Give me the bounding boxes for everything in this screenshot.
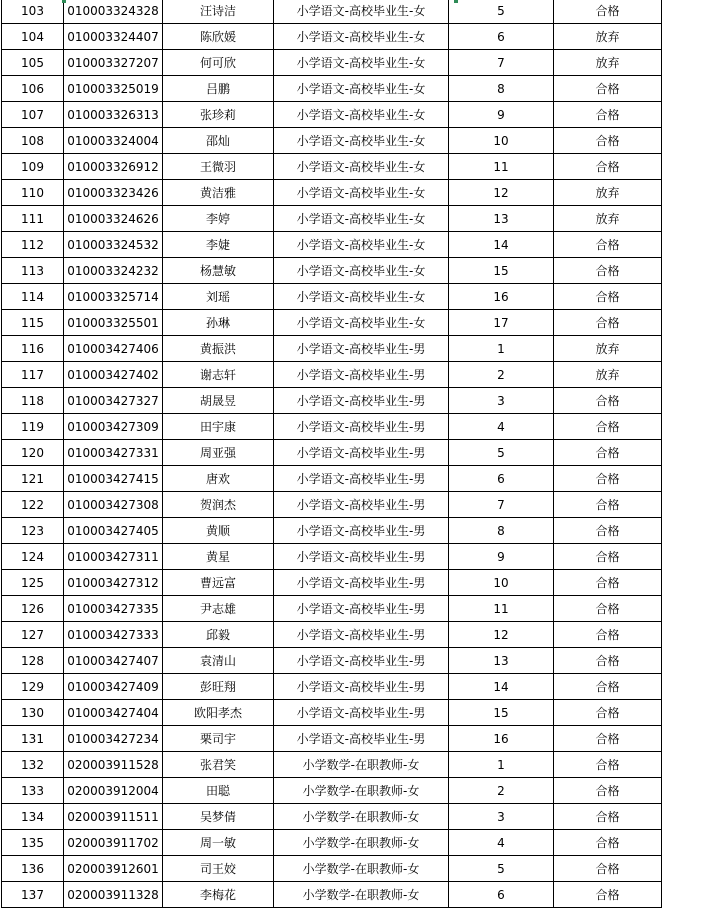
position-cell[interactable]: 小学数学-在职教师-女 [274, 752, 449, 778]
name-cell[interactable]: 尹志雄 [163, 596, 274, 622]
table-row [2, 0, 662, 24]
rank-cell[interactable]: 6 [449, 882, 554, 908]
rank-cell[interactable]: 4 [449, 830, 554, 856]
row-number-cell[interactable]: 136 [2, 856, 64, 882]
table-row [2, 76, 662, 102]
rank-cell[interactable]: 10 [449, 570, 554, 596]
position-cell[interactable]: 小学数学-在职教师-女 [274, 882, 449, 908]
table-row [2, 492, 662, 518]
row-number-cell[interactable]: 127 [2, 622, 64, 648]
result-cell[interactable]: 合格 [554, 856, 662, 882]
result-cell[interactable]: 合格 [554, 830, 662, 856]
position-cell[interactable]: 小学语文-高校毕业生-男 [274, 440, 449, 466]
rank-cell[interactable]: 2 [449, 778, 554, 804]
rank-cell[interactable]: 14 [449, 674, 554, 700]
position-cell[interactable]: 小学语文-高校毕业生-男 [274, 570, 449, 596]
position-cell[interactable]: 小学语文-高校毕业生-男 [274, 648, 449, 674]
rank-cell[interactable]: 17 [449, 310, 554, 336]
result-cell[interactable]: 放弃 [554, 50, 662, 76]
position-cell[interactable]: 小学语文-高校毕业生-男 [274, 388, 449, 414]
row-number-cell[interactable]: 108 [2, 128, 64, 154]
name-cell[interactable]: 曹远富 [163, 570, 274, 596]
row-number-cell[interactable]: 116 [2, 336, 64, 362]
exam-id-cell[interactable]: 010003325501 [64, 310, 163, 336]
exam-id-cell[interactable]: 010003427402 [64, 362, 163, 388]
row-number-cell[interactable]: 131 [2, 726, 64, 752]
position-cell[interactable]: 小学语文-高校毕业生-女 [274, 258, 449, 284]
rank-cell[interactable]: 7 [449, 492, 554, 518]
table-row [2, 388, 662, 414]
exam-id-cell[interactable]: 010003427234 [64, 726, 163, 752]
position-cell[interactable]: 小学语文-高校毕业生-女 [274, 0, 449, 24]
table-row [2, 24, 662, 50]
name-cell[interactable]: 王微羽 [163, 154, 274, 180]
row-number-cell[interactable]: 120 [2, 440, 64, 466]
name-cell[interactable]: 邱毅 [163, 622, 274, 648]
name-cell[interactable]: 李婷 [163, 206, 274, 232]
result-cell[interactable]: 放弃 [554, 362, 662, 388]
row-number-cell[interactable]: 121 [2, 466, 64, 492]
table-row [2, 102, 662, 128]
rank-cell[interactable]: 3 [449, 804, 554, 830]
table-row [2, 830, 662, 856]
name-cell[interactable]: 栗司宇 [163, 726, 274, 752]
table-body [2, 0, 662, 908]
position-cell[interactable]: 小学语文-高校毕业生-男 [274, 674, 449, 700]
result-cell[interactable]: 合格 [554, 518, 662, 544]
position-cell[interactable]: 小学语文-高校毕业生-男 [274, 362, 449, 388]
name-cell[interactable]: 李婕 [163, 232, 274, 258]
result-cell[interactable]: 合格 [554, 544, 662, 570]
result-cell[interactable]: 合格 [554, 778, 662, 804]
exam-id-cell[interactable]: 010003427311 [64, 544, 163, 570]
name-cell[interactable]: 张珍莉 [163, 102, 274, 128]
rank-cell[interactable]: 8 [449, 76, 554, 102]
exam-id-cell[interactable]: 010003327207 [64, 50, 163, 76]
name-cell[interactable]: 胡晟昱 [163, 388, 274, 414]
position-cell[interactable]: 小学语文-高校毕业生-女 [274, 76, 449, 102]
position-cell[interactable]: 小学语文-高校毕业生-女 [274, 154, 449, 180]
name-cell[interactable]: 黄振洪 [163, 336, 274, 362]
rank-cell[interactable]: 16 [449, 284, 554, 310]
rank-cell[interactable]: 14 [449, 232, 554, 258]
result-cell[interactable]: 合格 [554, 726, 662, 752]
row-number-cell[interactable]: 119 [2, 414, 64, 440]
table-row [2, 596, 662, 622]
name-cell[interactable]: 黄洁雅 [163, 180, 274, 206]
result-cell[interactable]: 放弃 [554, 336, 662, 362]
position-cell[interactable]: 小学语文-高校毕业生-男 [274, 336, 449, 362]
result-cell[interactable]: 合格 [554, 466, 662, 492]
name-cell[interactable]: 陈欣媛 [163, 24, 274, 50]
position-cell[interactable]: 小学数学-在职教师-女 [274, 856, 449, 882]
table-row [2, 856, 662, 882]
table-row [2, 882, 662, 908]
row-number-cell[interactable]: 107 [2, 102, 64, 128]
results-table [1, 0, 662, 908]
exam-id-cell[interactable]: 020003911511 [64, 804, 163, 830]
name-cell[interactable]: 彭旺翔 [163, 674, 274, 700]
table-row [2, 648, 662, 674]
name-cell[interactable]: 唐欢 [163, 466, 274, 492]
position-cell[interactable]: 小学语文-高校毕业生-男 [274, 544, 449, 570]
table-row [2, 232, 662, 258]
rank-cell[interactable]: 13 [449, 206, 554, 232]
rank-cell[interactable]: 12 [449, 180, 554, 206]
name-cell[interactable]: 袁清山 [163, 648, 274, 674]
name-cell[interactable]: 刘瑶 [163, 284, 274, 310]
row-number-cell[interactable]: 124 [2, 544, 64, 570]
result-cell[interactable]: 合格 [554, 700, 662, 726]
exam-id-cell[interactable]: 010003427409 [64, 674, 163, 700]
rank-cell[interactable]: 3 [449, 388, 554, 414]
exam-id-cell[interactable]: 020003911328 [64, 882, 163, 908]
row-number-cell[interactable]: 126 [2, 596, 64, 622]
table-row [2, 180, 662, 206]
name-cell[interactable]: 李梅花 [163, 882, 274, 908]
exam-id-cell[interactable]: 010003427405 [64, 518, 163, 544]
exam-id-cell[interactable]: 010003324004 [64, 128, 163, 154]
position-cell[interactable]: 小学语文-高校毕业生-男 [274, 414, 449, 440]
row-number-cell[interactable]: 125 [2, 570, 64, 596]
position-cell[interactable]: 小学语文-高校毕业生-女 [274, 284, 449, 310]
position-cell[interactable]: 小学语文-高校毕业生-女 [274, 310, 449, 336]
result-cell[interactable]: 放弃 [554, 180, 662, 206]
result-cell[interactable]: 放弃 [554, 206, 662, 232]
row-number-cell[interactable]: 106 [2, 76, 64, 102]
rank-cell[interactable]: 9 [449, 102, 554, 128]
table-row [2, 258, 662, 284]
name-cell[interactable]: 田宇康 [163, 414, 274, 440]
rank-cell[interactable]: 5 [449, 0, 554, 24]
row-number-cell[interactable]: 109 [2, 154, 64, 180]
table-row [2, 518, 662, 544]
row-number-cell[interactable]: 123 [2, 518, 64, 544]
name-cell[interactable]: 谢志轩 [163, 362, 274, 388]
position-cell[interactable]: 小学语文-高校毕业生-女 [274, 102, 449, 128]
position-cell[interactable]: 小学语文-高校毕业生-男 [274, 518, 449, 544]
name-cell[interactable]: 吴梦倩 [163, 804, 274, 830]
name-cell[interactable]: 孙琳 [163, 310, 274, 336]
rank-cell[interactable]: 7 [449, 50, 554, 76]
result-cell[interactable]: 合格 [554, 128, 662, 154]
position-cell[interactable]: 小学语文-高校毕业生-女 [274, 206, 449, 232]
result-cell[interactable]: 合格 [554, 882, 662, 908]
name-cell[interactable]: 贺润杰 [163, 492, 274, 518]
position-cell[interactable]: 小学语文-高校毕业生-男 [274, 466, 449, 492]
row-number-cell[interactable]: 103 [2, 0, 64, 24]
table-row [2, 674, 662, 700]
table-row [2, 700, 662, 726]
row-number-cell[interactable]: 133 [2, 778, 64, 804]
table-row [2, 128, 662, 154]
table-row [2, 778, 662, 804]
name-cell[interactable]: 黄顺 [163, 518, 274, 544]
result-cell[interactable]: 合格 [554, 492, 662, 518]
name-cell[interactable]: 黄星 [163, 544, 274, 570]
table-row [2, 414, 662, 440]
row-number-cell[interactable]: 132 [2, 752, 64, 778]
rank-cell[interactable]: 5 [449, 856, 554, 882]
position-cell[interactable]: 小学语文-高校毕业生-女 [274, 50, 449, 76]
rank-cell[interactable]: 11 [449, 596, 554, 622]
result-cell[interactable]: 合格 [554, 440, 662, 466]
exam-id-cell[interactable]: 010003323426 [64, 180, 163, 206]
row-number-cell[interactable]: 117 [2, 362, 64, 388]
exam-id-cell[interactable]: 020003911528 [64, 752, 163, 778]
position-cell[interactable]: 小学语文-高校毕业生-男 [274, 700, 449, 726]
position-cell[interactable]: 小学语文-高校毕业生-女 [274, 24, 449, 50]
cell-corner-marker [454, 0, 458, 3]
rank-cell[interactable]: 5 [449, 440, 554, 466]
row-number-cell[interactable]: 114 [2, 284, 64, 310]
row-number-cell[interactable]: 129 [2, 674, 64, 700]
result-cell[interactable]: 合格 [554, 76, 662, 102]
row-number-cell[interactable]: 137 [2, 882, 64, 908]
result-cell[interactable]: 合格 [554, 388, 662, 414]
rank-cell[interactable]: 15 [449, 258, 554, 284]
exam-id-cell[interactable]: 010003324407 [64, 24, 163, 50]
exam-id-cell[interactable]: 020003912004 [64, 778, 163, 804]
cell-corner-marker [62, 0, 66, 3]
name-cell[interactable]: 周亚强 [163, 440, 274, 466]
exam-id-cell[interactable]: 010003427312 [64, 570, 163, 596]
rank-cell[interactable]: 2 [449, 362, 554, 388]
exam-id-cell[interactable]: 010003324328 [64, 0, 163, 24]
result-cell[interactable]: 合格 [554, 752, 662, 778]
row-number-cell[interactable]: 130 [2, 700, 64, 726]
table-row [2, 206, 662, 232]
result-cell[interactable]: 合格 [554, 570, 662, 596]
table-row [2, 544, 662, 570]
position-cell[interactable]: 小学数学-在职教师-女 [274, 804, 449, 830]
table-row [2, 336, 662, 362]
exam-id-cell[interactable]: 010003427407 [64, 648, 163, 674]
name-cell[interactable]: 周一敏 [163, 830, 274, 856]
position-cell[interactable]: 小学语文-高校毕业生-男 [274, 596, 449, 622]
table-row [2, 50, 662, 76]
table-row [2, 804, 662, 830]
row-number-cell[interactable]: 113 [2, 258, 64, 284]
exam-id-cell[interactable]: 010003427335 [64, 596, 163, 622]
rank-cell[interactable]: 6 [449, 466, 554, 492]
exam-id-cell[interactable]: 010003427404 [64, 700, 163, 726]
result-cell[interactable]: 放弃 [554, 24, 662, 50]
row-number-cell[interactable]: 122 [2, 492, 64, 518]
position-cell[interactable]: 小学语文-高校毕业生-男 [274, 492, 449, 518]
exam-id-cell[interactable]: 010003427308 [64, 492, 163, 518]
table-row [2, 570, 662, 596]
name-cell[interactable]: 吕鹏 [163, 76, 274, 102]
result-cell[interactable]: 合格 [554, 0, 662, 24]
rank-cell[interactable]: 1 [449, 752, 554, 778]
name-cell[interactable]: 司王姣 [163, 856, 274, 882]
result-cell[interactable]: 合格 [554, 804, 662, 830]
name-cell[interactable]: 田聪 [163, 778, 274, 804]
table-row [2, 622, 662, 648]
exam-id-cell[interactable]: 010003325714 [64, 284, 163, 310]
exam-id-cell[interactable]: 010003427333 [64, 622, 163, 648]
result-cell[interactable]: 合格 [554, 258, 662, 284]
name-cell[interactable]: 欧阳孝杰 [163, 700, 274, 726]
position-cell[interactable]: 小学数学-在职教师-女 [274, 778, 449, 804]
result-cell[interactable]: 合格 [554, 596, 662, 622]
result-cell[interactable]: 合格 [554, 648, 662, 674]
result-cell[interactable]: 合格 [554, 154, 662, 180]
result-cell[interactable]: 合格 [554, 102, 662, 128]
exam-id-cell[interactable]: 020003911702 [64, 830, 163, 856]
row-number-cell[interactable]: 104 [2, 24, 64, 50]
position-cell[interactable]: 小学语文-高校毕业生-女 [274, 232, 449, 258]
exam-id-cell[interactable]: 010003324626 [64, 206, 163, 232]
row-number-cell[interactable]: 115 [2, 310, 64, 336]
name-cell[interactable]: 何可欣 [163, 50, 274, 76]
name-cell[interactable]: 汪诗洁 [163, 0, 274, 24]
row-number-cell[interactable]: 110 [2, 180, 64, 206]
rank-cell[interactable]: 8 [449, 518, 554, 544]
position-cell[interactable]: 小学语文-高校毕业生-女 [274, 180, 449, 206]
row-number-cell[interactable]: 128 [2, 648, 64, 674]
position-cell[interactable]: 小学语文-高校毕业生-女 [274, 128, 449, 154]
name-cell[interactable]: 张君笑 [163, 752, 274, 778]
result-cell[interactable]: 合格 [554, 310, 662, 336]
rank-cell[interactable]: 1 [449, 336, 554, 362]
position-cell[interactable]: 小学语文-高校毕业生-男 [274, 622, 449, 648]
exam-id-cell[interactable]: 010003326313 [64, 102, 163, 128]
exam-id-cell[interactable]: 010003324532 [64, 232, 163, 258]
exam-id-cell[interactable]: 010003427327 [64, 388, 163, 414]
row-number-cell[interactable]: 111 [2, 206, 64, 232]
table-row [2, 726, 662, 752]
rank-cell[interactable]: 10 [449, 128, 554, 154]
row-number-cell[interactable]: 135 [2, 830, 64, 856]
rank-cell[interactable]: 13 [449, 648, 554, 674]
rank-cell[interactable]: 15 [449, 700, 554, 726]
exam-id-cell[interactable]: 010003427415 [64, 466, 163, 492]
table-row [2, 362, 662, 388]
row-number-cell[interactable]: 112 [2, 232, 64, 258]
rank-cell[interactable]: 4 [449, 414, 554, 440]
position-cell[interactable]: 小学语文-高校毕业生-男 [274, 726, 449, 752]
exam-id-cell[interactable]: 020003912601 [64, 856, 163, 882]
result-cell[interactable]: 合格 [554, 284, 662, 310]
row-number-cell[interactable]: 118 [2, 388, 64, 414]
exam-id-cell[interactable]: 010003325019 [64, 76, 163, 102]
result-cell[interactable]: 合格 [554, 674, 662, 700]
table-row [2, 154, 662, 180]
rank-cell[interactable]: 11 [449, 154, 554, 180]
result-cell[interactable]: 合格 [554, 232, 662, 258]
rank-cell[interactable]: 16 [449, 726, 554, 752]
table-row [2, 440, 662, 466]
exam-id-cell[interactable]: 010003427309 [64, 414, 163, 440]
rank-cell[interactable]: 9 [449, 544, 554, 570]
rank-cell[interactable]: 6 [449, 24, 554, 50]
exam-id-cell[interactable]: 010003427331 [64, 440, 163, 466]
row-number-cell[interactable]: 134 [2, 804, 64, 830]
table-row [2, 752, 662, 778]
result-cell[interactable]: 合格 [554, 622, 662, 648]
exam-id-cell[interactable]: 010003326912 [64, 154, 163, 180]
exam-id-cell[interactable]: 010003324232 [64, 258, 163, 284]
table-row [2, 284, 662, 310]
name-cell[interactable]: 邵灿 [163, 128, 274, 154]
table-row [2, 310, 662, 336]
table-row [2, 466, 662, 492]
exam-id-cell[interactable]: 010003427406 [64, 336, 163, 362]
name-cell[interactable]: 杨慧敏 [163, 258, 274, 284]
row-number-cell[interactable]: 105 [2, 50, 64, 76]
rank-cell[interactable]: 12 [449, 622, 554, 648]
result-cell[interactable]: 合格 [554, 414, 662, 440]
position-cell[interactable]: 小学数学-在职教师-女 [274, 830, 449, 856]
